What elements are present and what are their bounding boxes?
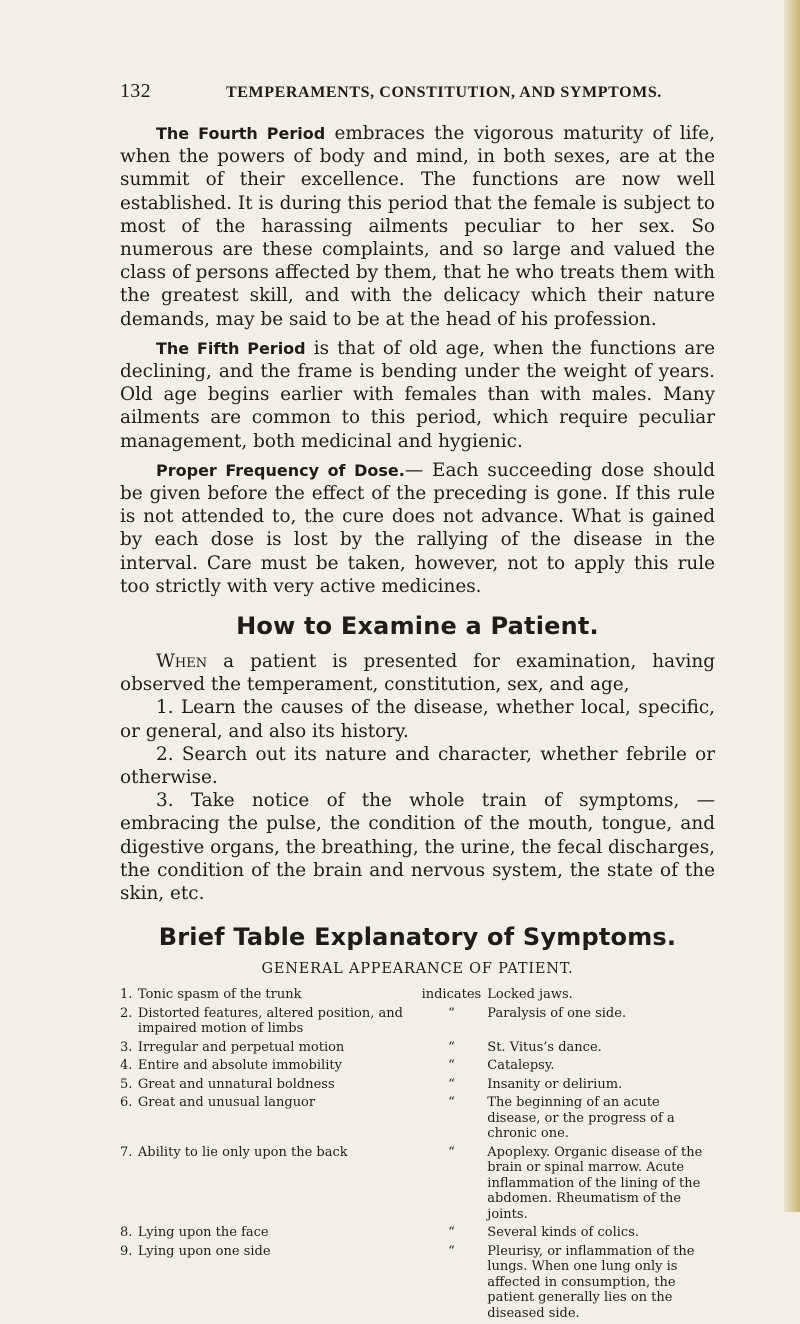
table-row [120, 1244, 715, 1324]
paragraph-text: embraces the vigorous maturity of life, when the powers of body and mind, in both sexes, are at the summit of their excellence. The functions are now well established. It is during this period that the female is subject to most of the harassing ailments peculiar to her sex. So numerous are these complaints, and so large and valued the class of persons affected by them, that he who treats them with the greatest skill, and with the delicacy which their nature demands, may be said to be at the head of his profession. [120, 123, 715, 330]
table-row [120, 1225, 715, 1244]
paragraph-dose [120, 459, 715, 598]
examine-item-2: 2. Search out its nature and character, whether febrile or otherwise. [120, 743, 715, 789]
row-symptom: Entire and absolute immobility [137, 1058, 342, 1074]
running-head: TEMPERAMENTS, CONSTITUTION, AND SYMPTOMS. [226, 84, 662, 101]
row-indicates: “ [448, 1005, 455, 1021]
row-symptom: Distorted features, altered position, and impaired motion of limbs [137, 1005, 403, 1037]
symptom-table [120, 987, 715, 1324]
row-symptom: Great and unusual languor [137, 1095, 316, 1111]
section-heading-table: Brief Table Explanatory of Symptoms. [158, 923, 677, 952]
row-result: Locked jaws. [487, 987, 573, 1003]
row-indicates: “ [448, 1243, 455, 1259]
table-row [120, 1040, 715, 1059]
row-number: 9. [120, 1243, 133, 1259]
row-number: 6. [120, 1095, 133, 1111]
page-body [120, 122, 715, 1324]
page-number: 132 [120, 80, 151, 102]
row-result: St. Vitus’s dance. [487, 1039, 602, 1055]
row-indicates: indicates [421, 987, 482, 1003]
row-indicates: “ [448, 1225, 455, 1241]
intro-text: a patient is presented for examination, having observed the temperament, constitution, sex, and age, [120, 651, 715, 696]
row-indicates: “ [448, 1058, 455, 1074]
examine-item-3: 3. Take notice of the whole train of symptoms, — embracing the pulse, the condition of the mouth, tongue, and digestive organs, the breathing, the urine, the fecal discharges, the condition of the brain and nervous system, the state of the skin, etc. [120, 790, 715, 905]
table-row [120, 987, 715, 1006]
row-symptom: Lying upon one side [137, 1243, 271, 1259]
row-number: 1. [120, 987, 133, 1003]
row-indicates: “ [448, 1076, 455, 1092]
row-result: Paralysis of one side. [487, 1005, 627, 1021]
row-result: Insanity or delirium. [487, 1076, 623, 1092]
row-number: 5. [120, 1076, 133, 1092]
examine-intro [120, 650, 715, 696]
row-result: Apoplexy. Organic disease of the brain or spinal marrow. Acute inflammation of the lining of the abdomen. Rheumatism of the joints. [487, 1144, 703, 1222]
row-number: 7. [120, 1144, 133, 1160]
table-row [120, 1058, 715, 1077]
section-heading-examine: How to Examine a Patient. [236, 612, 599, 641]
row-symptom: Great and unnatural boldness [137, 1076, 335, 1092]
row-result: Catalepsy. [487, 1058, 555, 1074]
table-row [120, 1095, 715, 1145]
row-result: Several kinds of colics. [487, 1225, 639, 1241]
paragraph-lead: Proper Frequency of Dose. [156, 460, 405, 480]
row-symptom: Ability to lie only upon the back [137, 1144, 348, 1160]
row-number: 4. [120, 1058, 133, 1074]
table-row [120, 1006, 715, 1040]
paragraph-lead: The Fourth Period [156, 124, 326, 143]
row-indicates: “ [448, 1039, 455, 1055]
paragraph-fourth-period [120, 122, 715, 331]
row-symptom: Irregular and perpetual motion [137, 1039, 345, 1055]
row-number: 8. [120, 1225, 133, 1241]
table-subheading: GENERAL APPEARANCE OF PATIENT. [261, 961, 574, 978]
row-indicates: “ [448, 1144, 455, 1160]
paragraph-fifth-period [120, 337, 715, 453]
paragraph-text: — Each succeeding dose should be given before the effect of the preceding is gone. If this rule is not attended to, the cure does not advance. What is gained by each dose is lost by the rallying of the disease in the interval. Care must be taken, however, not to apply this rule too strictly with very active medicines. [120, 459, 716, 597]
row-result: Pleurisy, or inflammation of the lungs. When one lung only is affected in consumption, the patient generally lies on the diseased side. [487, 1243, 695, 1321]
row-result: The beginning of an acute disease, or the progress of a chronic one. [487, 1095, 675, 1142]
table-row [120, 1077, 715, 1096]
table-row [120, 1145, 715, 1226]
paragraph-text: is that of old age, when the functions are declining, and the frame is bending under the weight of years. Old age begins earlier with females than with males. Many ailments are common to this period, which require peculiar management, both medicinal and hygienic. [120, 337, 715, 452]
paragraph-lead: The Fifth Period [156, 338, 306, 358]
row-symptom: Lying upon the face [137, 1225, 269, 1241]
row-number: 3. [120, 1039, 133, 1055]
intro-first-word: When [156, 651, 208, 673]
examine-item-1: 1. Learn the causes of the disease, whether local, specific, or general, and also its history. [120, 697, 715, 742]
row-symptom: Tonic spasm of the trunk [137, 987, 302, 1003]
page-edge [784, 0, 800, 1212]
row-indicates: “ [448, 1095, 455, 1111]
row-number: 2. [120, 1005, 133, 1021]
